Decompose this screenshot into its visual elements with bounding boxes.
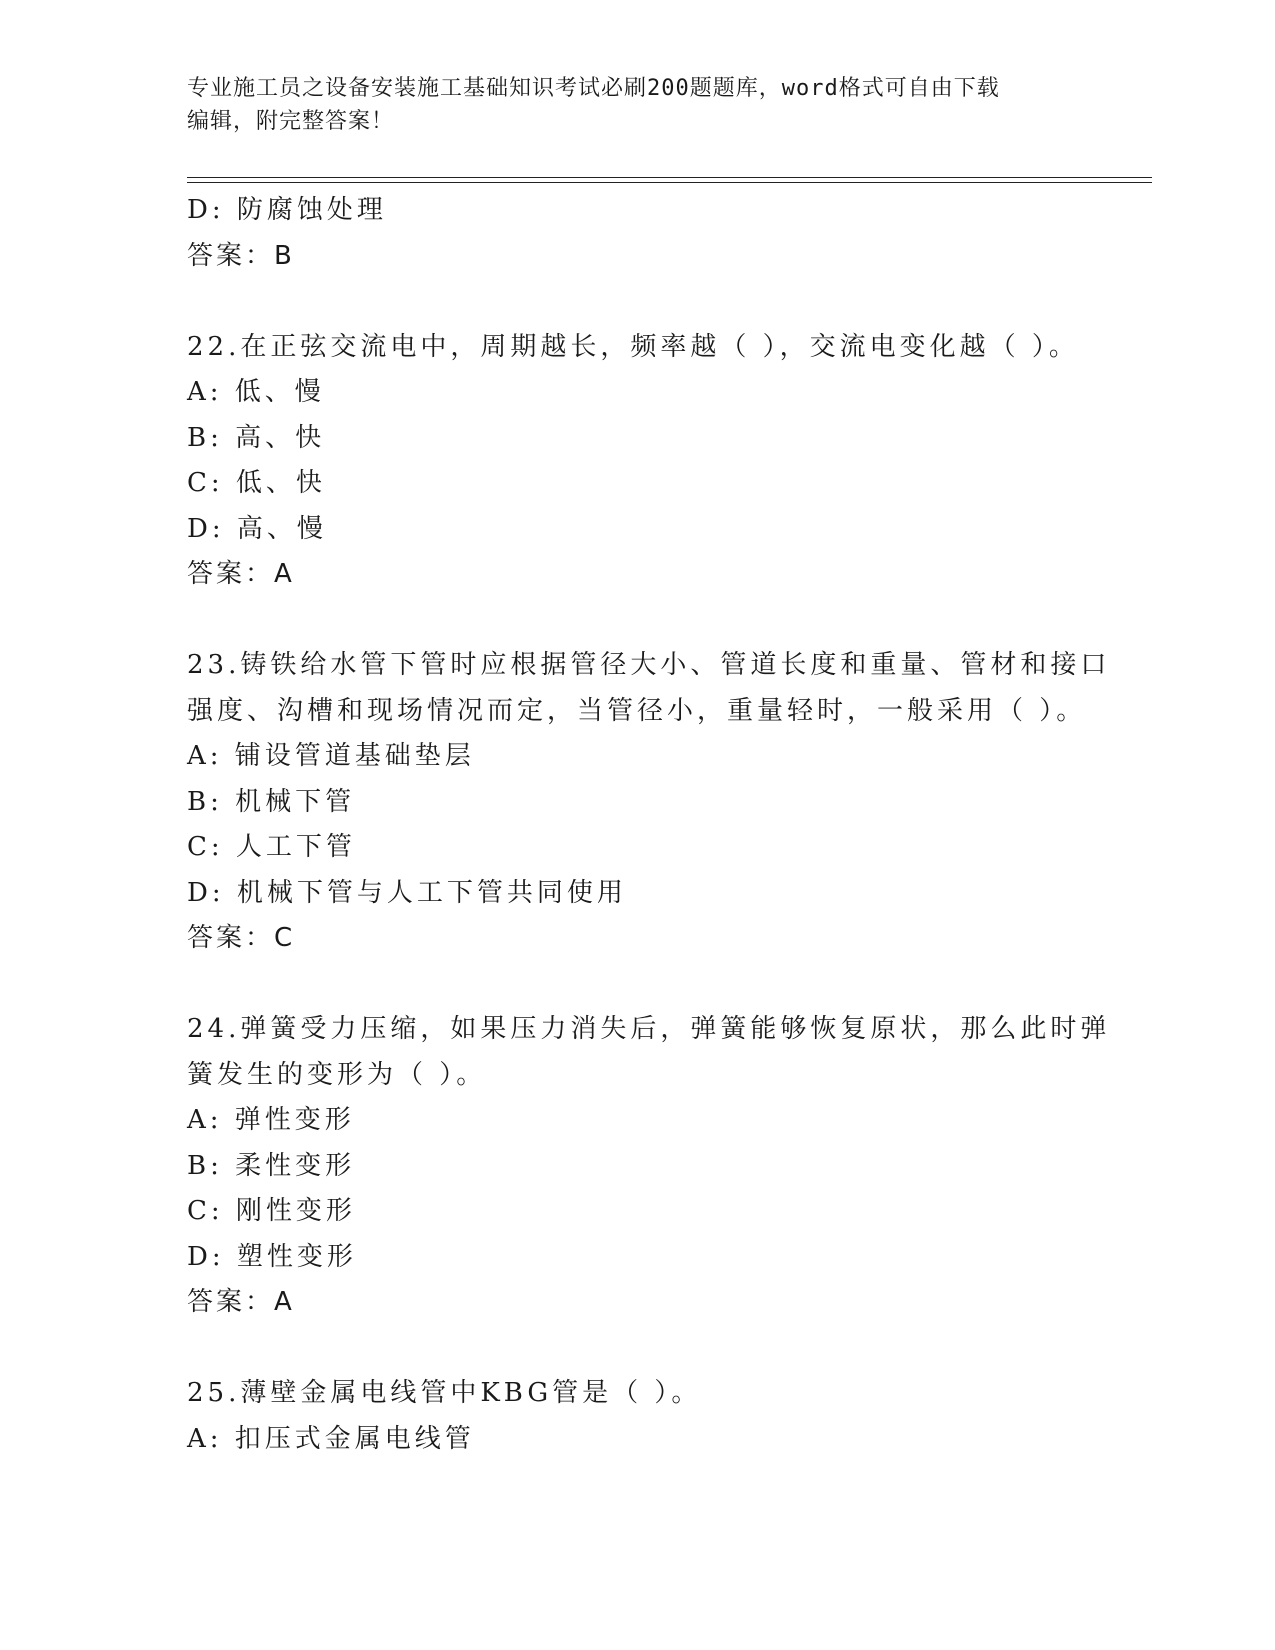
document-header bbox=[187, 72, 1077, 138]
option-d: D: 防腐蚀处理 bbox=[187, 195, 387, 225]
question-24-answer: 答案：A bbox=[187, 1287, 295, 1317]
question-24-stem-line-2: 簧发生的变形为（ ）。 bbox=[187, 1059, 487, 1090]
header-line-1: 专业施工员之设备安装施工基础知识考试必刷200题题库，word格式可自由下载 bbox=[187, 76, 1000, 101]
question-24-option-a: A: 弹性变形 bbox=[187, 1105, 355, 1135]
header-line-2: 编辑，附完整答案！ bbox=[187, 109, 395, 134]
question-22-stem: 22.在正弦交流电中，周期越长，频率越（ ），交流电变化越（ ）。 bbox=[187, 331, 1079, 362]
question-23-option-b: B: 机械下管 bbox=[187, 786, 356, 817]
question-25-option-a: A: 扣压式金属电线管 bbox=[187, 1423, 475, 1454]
spacer bbox=[187, 279, 1087, 325]
question-24-option-d: D: 塑性变形 bbox=[187, 1241, 357, 1272]
question-23-answer: 答案：C bbox=[187, 923, 296, 953]
question-24-option-c: C: 刚性变形 bbox=[187, 1196, 356, 1226]
question-23-option-a: A: 铺设管道基础垫层 bbox=[187, 741, 475, 771]
question-25-stem: 25.薄壁金属电线管中KBG管是（ ）。 bbox=[187, 1378, 702, 1408]
question-24-stem-line-1: 24.弹簧受力压缩，如果压力消失后，弹簧能够恢复原状，那么此时弹 bbox=[187, 1014, 1111, 1044]
header-divider-bottom bbox=[187, 182, 1152, 183]
question-23-option-d: D: 机械下管与人工下管共同使用 bbox=[187, 877, 627, 908]
question-23-stem-line-2: 强度、沟槽和现场情况而定，当管径小，重量轻时，一般采用（ ）。 bbox=[187, 695, 1087, 726]
spacer bbox=[187, 598, 1087, 644]
header-divider-top bbox=[187, 177, 1152, 178]
spacer bbox=[187, 962, 1087, 1008]
question-22-option-a: A: 低、慢 bbox=[187, 377, 325, 407]
answer: 答案：B bbox=[187, 240, 295, 271]
question-22-option-c: C: 低、快 bbox=[187, 468, 326, 498]
question-22-option-b: B: 高、快 bbox=[187, 422, 326, 453]
question-22-answer: 答案：A bbox=[187, 559, 295, 589]
question-23-option-c: C: 人工下管 bbox=[187, 832, 356, 862]
document-body bbox=[187, 188, 1111, 1462]
question-24-option-b: B: 柔性变形 bbox=[187, 1150, 356, 1181]
question-23-stem-line-1: 23.铸铁给水管下管时应根据管径大小、管道长度和重量、管材和接口 bbox=[187, 650, 1111, 680]
question-22-option-d: D: 高、慢 bbox=[187, 513, 327, 544]
spacer bbox=[187, 1326, 1087, 1372]
